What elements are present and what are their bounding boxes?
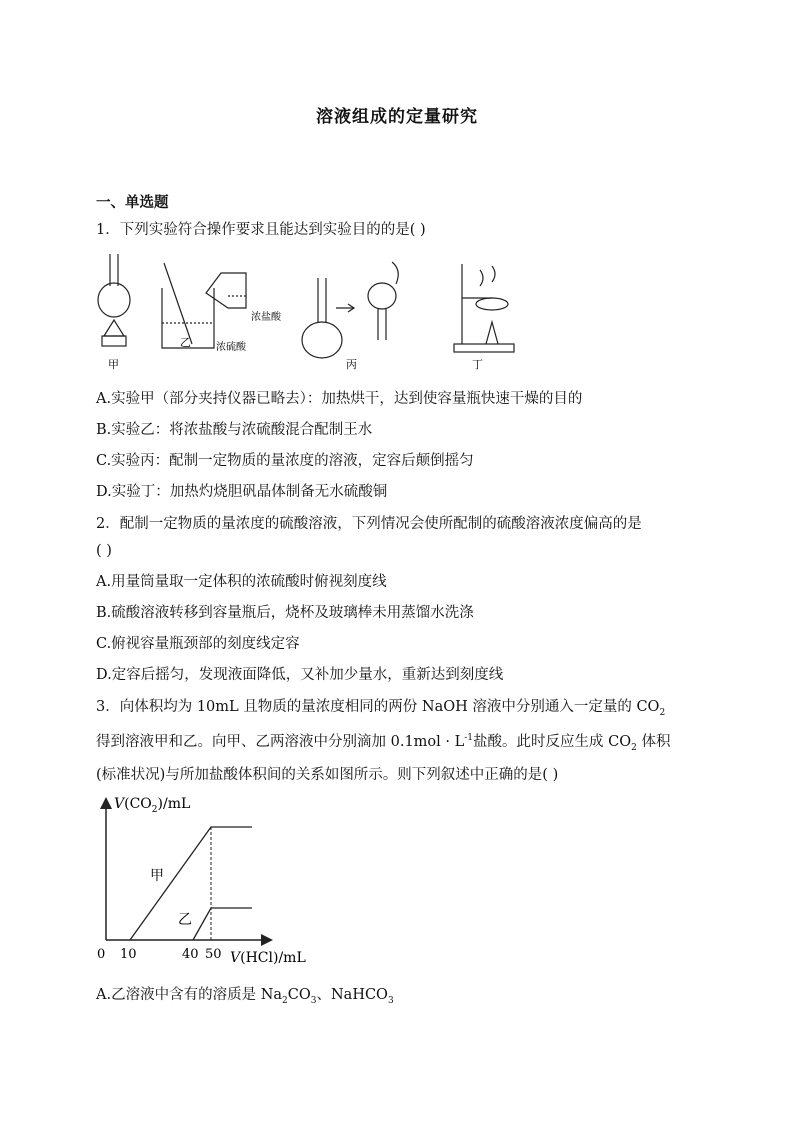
- label-ding: 丁: [472, 358, 483, 371]
- q3-a-sub2: 3: [310, 995, 317, 1006]
- apparatus-ding: [454, 264, 514, 352]
- q2-option-c: C.俯视容量瓶颈部的刻度线定容: [96, 636, 300, 652]
- q2-option-b: B.硫酸溶液转移到容量瓶后，烧杯及玻璃棒未用蒸馏水洗涤: [96, 605, 474, 621]
- q3-l2-text-c: 体积: [636, 734, 671, 750]
- q1-option-a: A.实验甲（部分夹持仪器已略去）：加热烘干，达到使容量瓶快速干燥的目的: [96, 391, 583, 407]
- section-heading: 一、单选题: [96, 195, 169, 211]
- q3-graph: [92, 790, 322, 970]
- label-hcl: 浓盐酸: [251, 312, 281, 323]
- q3-stem-line1: [96, 695, 665, 718]
- apparatus-bing: [302, 262, 398, 358]
- series-jia-label: 甲: [150, 868, 164, 884]
- q2-stem: 2．配制一定物质的量浓度的硫酸溶液，下列情况会使所配制的硫酸溶液浓度偏高的是: [96, 516, 642, 532]
- tick-0: 0: [97, 947, 106, 962]
- apparatus-yi: [162, 263, 246, 348]
- x-tick-labels: [97, 947, 222, 962]
- q1-apparatus-figure: [96, 248, 536, 378]
- q3-a-sub1: 2: [282, 995, 288, 1006]
- y-axis-label: $V(CO_2)/mL$: [114, 796, 191, 815]
- tick-50: 50: [205, 947, 222, 962]
- tick-10: 10: [120, 947, 137, 962]
- q3-l1-text: 3．向体积均为 10mL 且物质的量浓度相同的两份 NaOH 溶液中分别通入一定量的 CO: [96, 699, 660, 715]
- q3-l2-sub: 2: [631, 742, 637, 753]
- q2-stem-paren: ( ): [96, 543, 112, 559]
- q3-stem-line3: (标准状况)与所加盐酸体积间的关系如图所示。则下列叙述中正确的是( ): [96, 767, 559, 783]
- q1-option-d: D.实验丁：加热灼烧胆矾晶体制备无水硫酸铜: [96, 484, 388, 500]
- label-yi: 乙: [180, 336, 191, 349]
- page-title: 溶液组成的定量研究: [316, 107, 478, 127]
- q3-option-a: [96, 983, 394, 1006]
- x-axis-label: V(HCl)/mL: [230, 950, 306, 966]
- label-h2so4: 浓硫酸: [216, 342, 246, 353]
- label-bing: 丙: [346, 358, 357, 371]
- tick-40: 40: [182, 947, 199, 962]
- q3-a-text-c: 、NaHCO: [316, 987, 388, 1003]
- q3-l2-text-a: 得到溶液甲和乙。向甲、乙两溶液中分别滴加 0.1mol · L: [96, 734, 465, 750]
- q3-l2-text-b: 盐酸。此时反应生成 CO: [473, 734, 632, 750]
- q3-a-sub3: 3: [387, 995, 394, 1006]
- q1-option-c: C.实验丙：配制一定物质的量浓度的溶液，定容后颠倒摇匀: [96, 453, 474, 469]
- apparatus-jia: [98, 254, 130, 346]
- q3-l1-sub: 2: [659, 707, 666, 718]
- q3-l2-sup: -1: [464, 733, 474, 744]
- q3-a-text-b: CO: [287, 987, 311, 1003]
- q3-stem-line2: [96, 730, 670, 753]
- q1-option-b: B.实验乙：将浓盐酸与浓硫酸混合配制王水: [96, 422, 373, 438]
- series-yi-line: [193, 908, 252, 940]
- q1-stem: 1．下列实验符合操作要求且能达到实验目的的是( ): [96, 222, 426, 238]
- q2-option-d: D.定容后摇匀，发现液面降低，又补加少量水，重新达到刻度线: [96, 667, 504, 683]
- q2-option-a: A.用量筒量取一定体积的浓硫酸时俯视刻度线: [96, 574, 387, 590]
- series-yi-label: 乙: [178, 912, 192, 928]
- q3-a-text-a: A.乙溶液中含有的溶质是 Na: [96, 987, 283, 1003]
- label-jia: 甲: [108, 358, 119, 371]
